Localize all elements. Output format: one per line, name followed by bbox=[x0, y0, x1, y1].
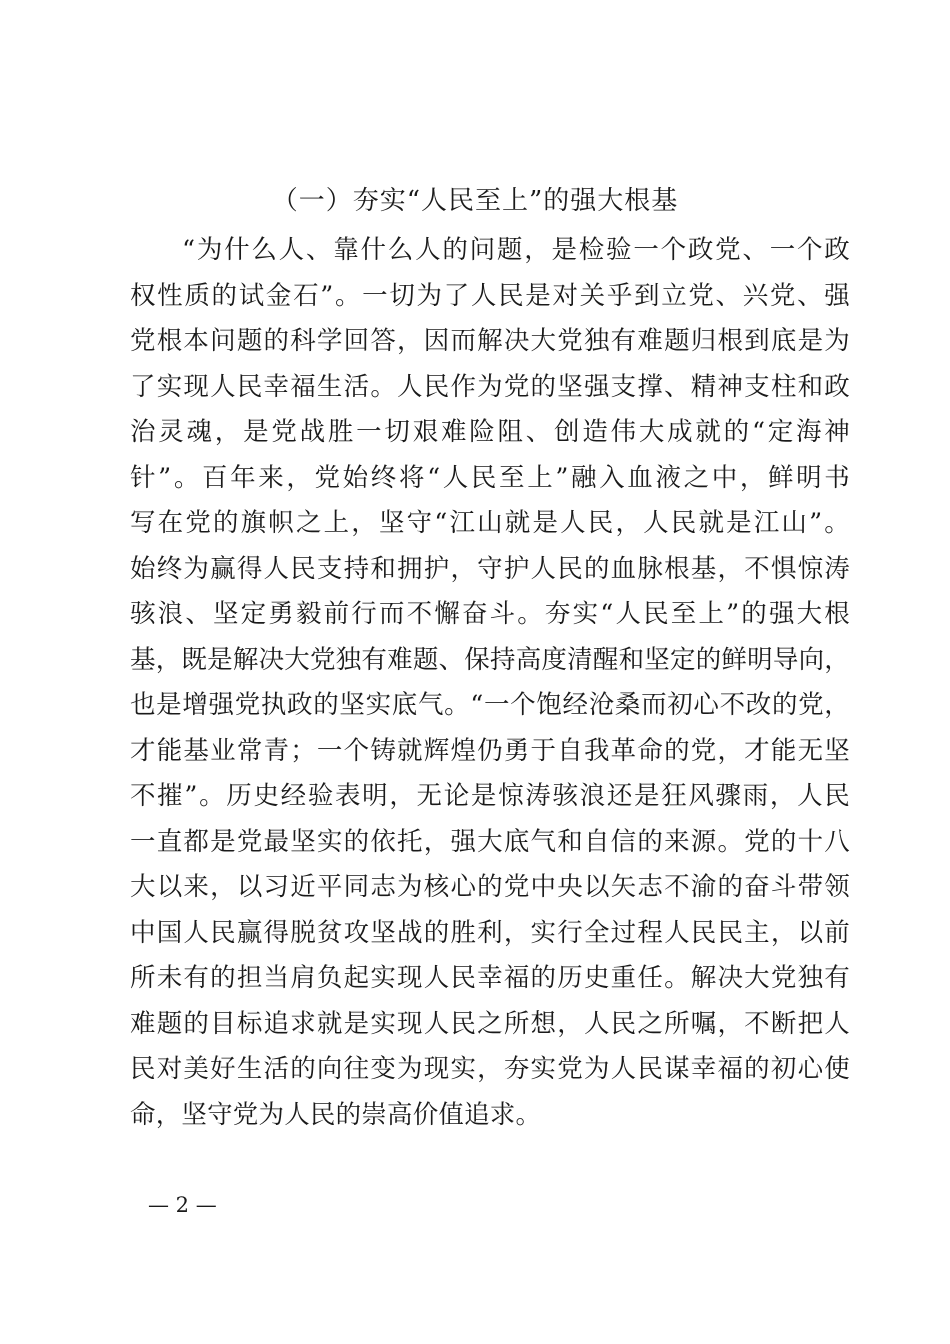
paragraph-line: 中国人民赢得脱贫攻坚战的胜利，实行全过程人民民主，以前 bbox=[130, 917, 850, 948]
paragraph-line: 针”。百年来，党始终将“人民至上”融入血液之中，鲜明书 bbox=[130, 462, 850, 493]
paragraph-line: 治灵魂，是党战胜一切艰难险阻、创造伟大成就的“定海神 bbox=[130, 417, 850, 447]
section-heading: （一）夯实“人民至上”的强大根基 bbox=[271, 186, 679, 216]
paragraph-line: 基，既是解决大党独有难题、保持高度清醒和坚定的鲜明导向， bbox=[130, 644, 850, 675]
paragraph-line: 一直都是党最坚实的依托，强大底气和自信的来源。党的十八 bbox=[130, 826, 850, 857]
paragraph-line: 民对美好生活的向往变为现实，夯实党为人民谋幸福的初心使 bbox=[130, 1054, 850, 1084]
paragraph-line: 不摧”。历史经验表明，无论是惊涛骇浪还是狂风骤雨，人民 bbox=[130, 781, 850, 811]
paragraph-line: 大以来，以习近平同志为核心的党中央以矢志不渝的奋斗带领 bbox=[130, 872, 850, 902]
paragraph-line: 命，坚守党为人民的崇高价值追求。 bbox=[130, 1099, 542, 1130]
paragraph-line: 骇浪、坚定勇毅前行而不懈奋斗。夯实“人民至上”的强大根 bbox=[130, 599, 850, 629]
paragraph-line: “为什么人、靠什么人的问题，是检验一个政党、一个政 bbox=[182, 235, 850, 265]
paragraph-line: 写在党的旗帜之上，坚守“江山就是人民，人民就是江山”。 bbox=[130, 508, 850, 538]
page-number: — 2 — bbox=[148, 1193, 217, 1217]
paragraph-line: 始终为赢得人民支持和拥护，守护人民的血脉根基，不惧惊涛 bbox=[130, 553, 850, 584]
paragraph-line: 所未有的担当肩负起实现人民幸福的历史重任。解决大党独有 bbox=[130, 963, 850, 993]
paragraph-line: 也是增强党执政的坚实底气。“一个饱经沧桑而初心不改的党， bbox=[130, 690, 850, 720]
paragraph-line: 权性质的试金石”。一切为了人民是对关乎到立党、兴党、强 bbox=[130, 280, 850, 311]
paragraph-line: 了实现人民幸福生活。人民作为党的坚强支撑、精神支柱和政 bbox=[130, 371, 850, 402]
body-paragraph bbox=[130, 228, 850, 1138]
paragraph-line: 才能基业常青；一个铸就辉煌仍勇于自我革命的党，才能无坚 bbox=[130, 735, 850, 766]
paragraph-line: 难题的目标追求就是实现人民之所想，人民之所嘱，不断把人 bbox=[130, 1008, 850, 1039]
paragraph-line: 党根本问题的科学回答，因而解决大党独有难题归根到底是为 bbox=[130, 326, 850, 356]
